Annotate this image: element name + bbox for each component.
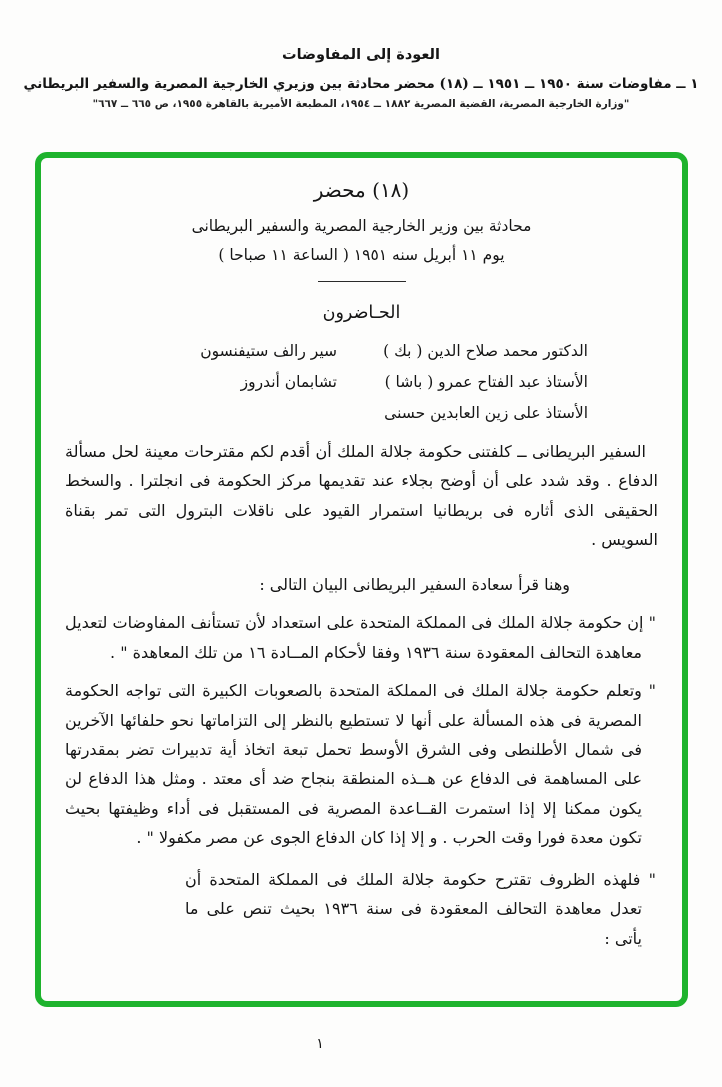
attendee-row	[103, 373, 588, 391]
attendee-egyptian: الدكتور محمد صلاح الدين ( بك )	[383, 342, 588, 360]
attendees-heading: الحـاضرون	[322, 303, 401, 323]
paragraph-quote-proposal: " فلهذه الظروف تقترح حكومة جلالة الملك فى المملكة المتحدة أن تعدل معاهدة التحالف المعقودة فى سنة ١٩٣٦ بحيث تنص على ما يأتى :	[185, 869, 656, 948]
document-date-line: يوم ١١ أبريل سنه ١٩٥١ ( الساعة ١١ صباحا )	[218, 246, 505, 264]
attendee-egyptian: الأستاذ على زين العابدين حسنى	[384, 404, 588, 422]
paragraph-ambassador-statement: السفير البريطانى ــ كلفتنى حكومة جلالة الملك أن أقدم لكم مقترحات معينة لحل مسألة الدفاع . وقد شدد على أن أوضح بجلاء عند تقديمها مركز الحكومة فى انجلترا . والسخط الحقيقى الذى أثاره فى بريطانيا استمرار القيود على ناقلات البترول التى تمر بقناة السويس .	[65, 442, 659, 550]
section-title: العودة إلى المفاوضات	[282, 46, 440, 63]
page-header	[0, 0, 722, 110]
paragraph-quote-negotiations: " إن حكومة جلالة الملك فى المملكة المتحدة على استعداد لأن تستأنف المفاوضات لتعديل معاهدة التحالف المعقودة سنة ١٩٣٦ وفقا لأحكام المــادة ١٦ من تلك المعاهدة " .	[65, 613, 657, 662]
attendee-egyptian: الأستاذ عبد الفتاح عمرو ( باشا )	[384, 373, 588, 391]
attendee-row	[103, 404, 588, 422]
attendee-row	[103, 342, 588, 360]
paragraph-reading-intro: وهنا قرأ سعادة السفير البريطانى البيان التالى :	[259, 574, 570, 594]
attendee-british: سير رالف ستيفنسون	[200, 342, 337, 360]
source-citation: "وزارة الخارجية المصرية، القضية المصرية ١٨٨٢ ــ ١٩٥٤، المطبعة الأميرية بالقاهرة ١٩٥٥، ص ٦٦٥ ــ ٦٦٧"	[92, 98, 630, 110]
attendee-british	[103, 404, 337, 422]
document-subtitle: محادثة بين وزير الخارجية المصرية والسفير البريطانى	[191, 217, 532, 235]
paragraph-quote-difficulties: " وتعلم حكومة جلالة الملك فى المملكة المتحدة بالصعوبات الكبيرة التى تواجه الحكومة المصرية فى هذه المسألة على أنها لا تستطيع بالنظر إلى التزاماتها نحو حلفائها الآخرين فى شمال الأطلنطى وفى الشرق الأوسط تحمل تبعة اتخاذ أية تدبيرات تضر بمقدرتها على المساهمة فى الدفاع عن هــذه المنطقة بنجاح ضد أى معتد . ومثل هذا الدفاع لن يكون ممكنا إلا إذا استمرت القــاعدة المصرية فى المستقبل فى أداء وظيفتها بحيث تكون معدة فورا وقت الحرب . و إلا إذا كان الدفاع الجوى عن مصر مكفولا " .	[65, 681, 656, 848]
highlight-box	[35, 152, 688, 1007]
attendees-list	[65, 342, 658, 422]
document-title: (١٨) محضر	[313, 178, 410, 202]
entry-line: ١ ــ مفاوضات سنة ١٩٥٠ ــ ١٩٥١ ــ (١٨) محضر محادثة بين وزيري الخارجية المصرية والسفير البريطاني	[23, 76, 699, 92]
attendee-british: تشابمان أندروز	[240, 373, 337, 391]
page-number: ١	[316, 1036, 324, 1052]
divider-rule	[318, 281, 406, 282]
